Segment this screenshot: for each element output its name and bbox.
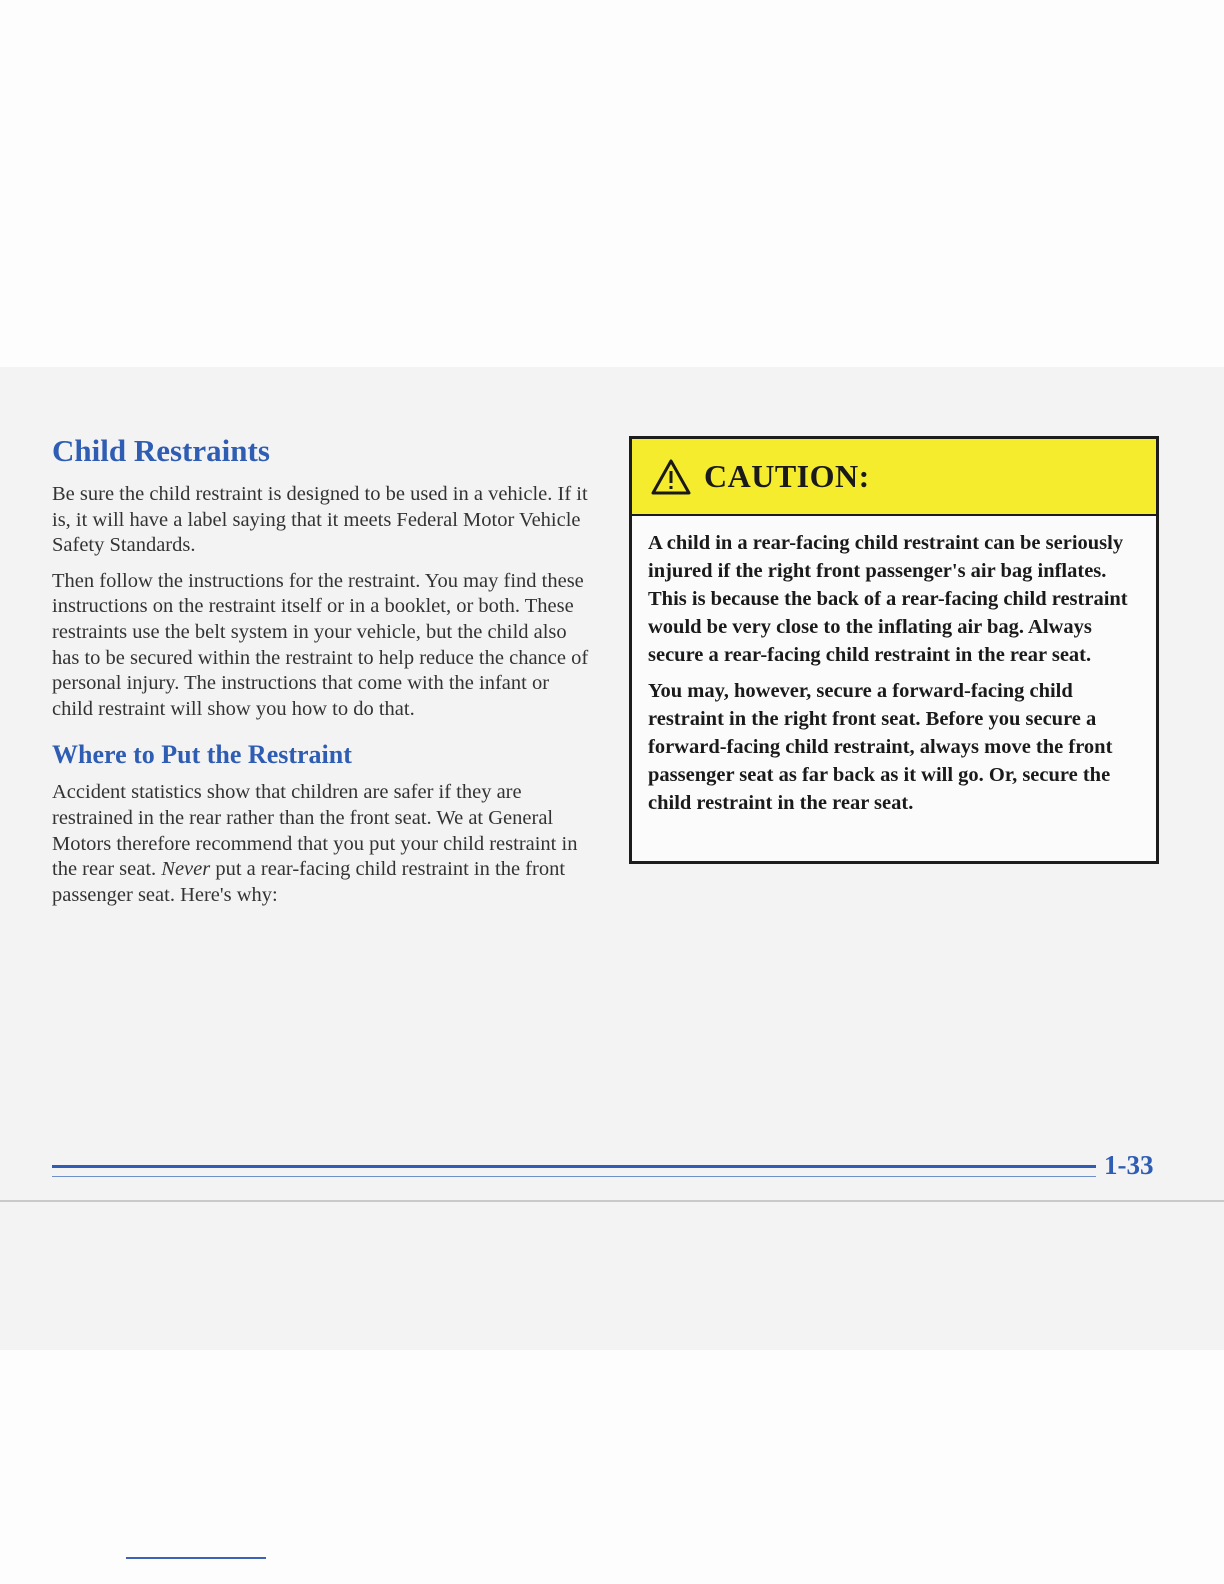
subsection-title: Where to Put the Restraint (52, 740, 352, 770)
caution-paragraph-1: A child in a rear-facing child restraint can be seriously injured if the right front passenger's air bag inflates. This is because the back of a rear-facing child restraint would be very close to the inflating air bag. Always secure a rear-facing child restraint in the rear seat. (648, 532, 1128, 666)
caution-paragraph-2: You may, however, secure a forward-facing child restraint in the right front seat. Before you secure a forward-facing child restraint, always move the front passenger seat as far back as it will go. Or, secure the child restraint in the rear seat. (648, 680, 1113, 814)
instructions-paragraph: Then follow the instructions for the restraint. You may find these instructions on the restraint itself or in a booklet, or both. These restraints use the belt system in your vehicle, but the child also has to be secured within the restraint to help reduce the chance of personal injury. The instructions that come with the infant or child restraint will show you how to do that. (52, 569, 589, 720)
footer-rule (52, 1165, 1096, 1168)
left-column (52, 430, 592, 918)
caution-title: CAUTION: (704, 458, 870, 494)
footer-rule-thin (52, 1176, 1096, 1177)
intro-paragraph: Be sure the child restraint is designed to be used in a vehicle. If it is, it will have a label saying that it meets Federal Motor Vehicle Safety Standards. (52, 483, 588, 557)
caution-header (632, 439, 1156, 516)
placement-paragraph (52, 780, 592, 908)
placement-text-start: Accident statistics show that children are safer if they are restrained in the rear rather than the front seat. We at General Motors therefore recommend that you put your child restraint in the rear seat. (52, 781, 578, 881)
placement-text-end: put a rear-facing child restraint in the front passenger seat. Here's why: (52, 858, 566, 906)
page-number: 1-33 (1104, 1150, 1154, 1180)
caution-body (632, 516, 1156, 817)
bottom-stub-line (126, 1557, 266, 1559)
page-edge-divider (0, 1200, 1224, 1202)
section-title: Child Restraints (52, 433, 270, 468)
warning-triangle-icon (650, 458, 692, 496)
never-emphasis: Never (161, 858, 211, 881)
caution-box (629, 436, 1159, 864)
